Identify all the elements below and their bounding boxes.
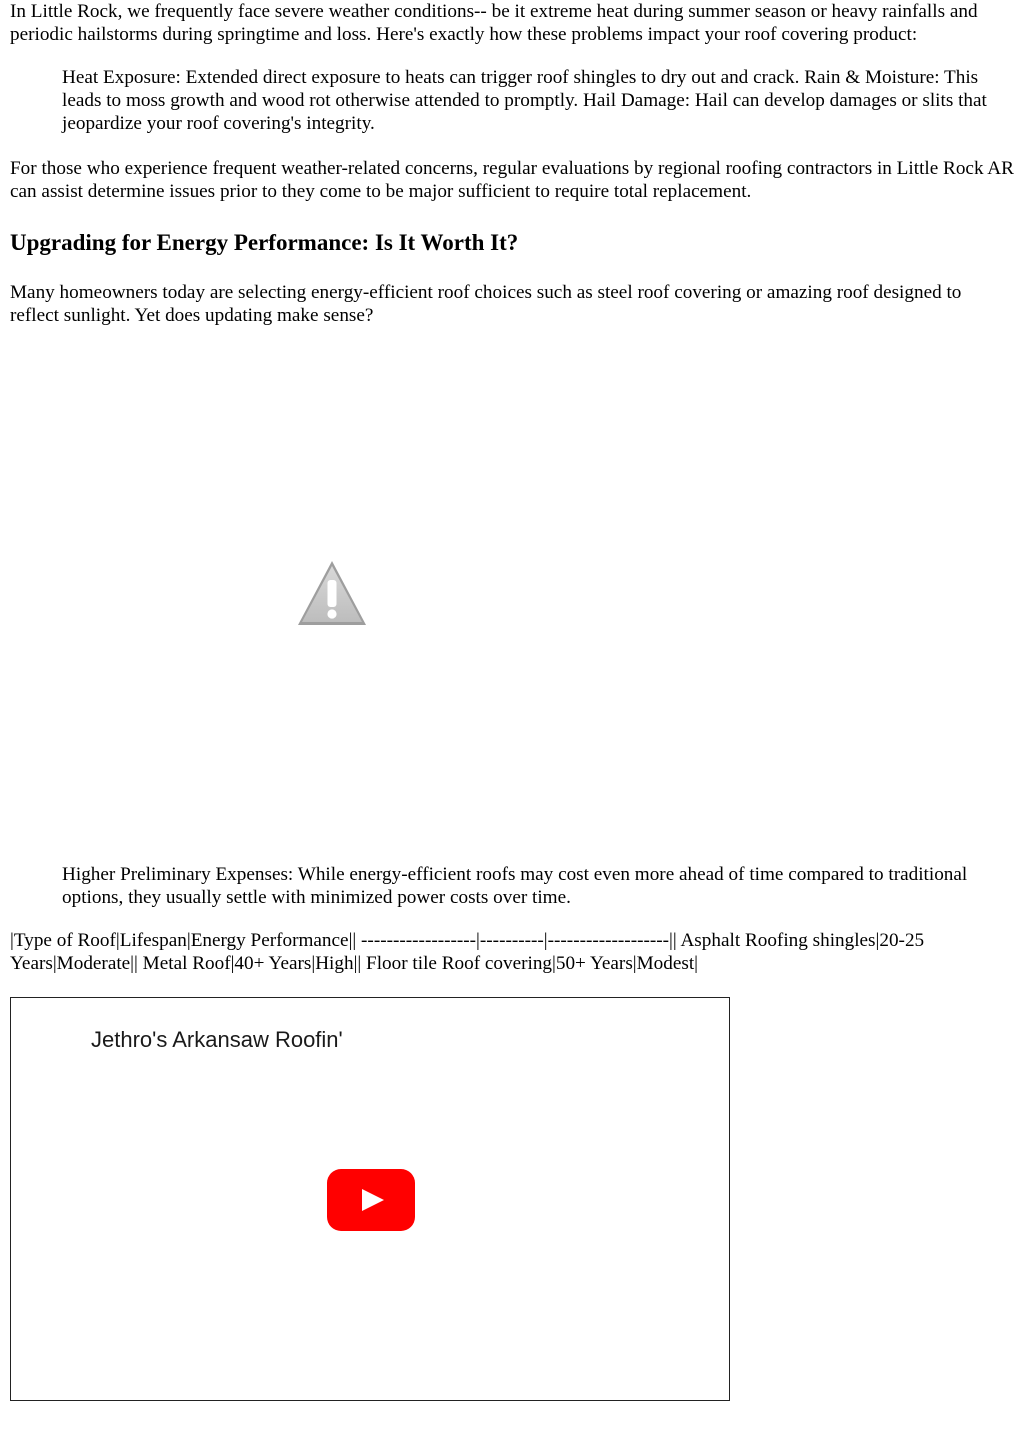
expenses-text: Higher Preliminary Expenses: While energy-efficient roofs may cost even more ahead of time compared to traditional options, they usually settle with minimized power costs over time.: [62, 864, 968, 908]
intro-paragraph: In Little Rock, we frequently face severe weather conditions-- be it extreme heat during summer season or heavy rainfalls and periodic hailstorms during springtime and loss. Here's exactly how these problems impact your roof covering product:: [10, 1, 978, 45]
upgrading-paragraph: Many homeowners today are selecting energy-efficient roof choices such as steel roof covering or amazing roof designed to reflect sunlight. Yet does updating make sense?: [10, 282, 962, 326]
youtube-play-icon[interactable]: [327, 1169, 415, 1231]
impacts-text: Heat Exposure: Extended direct exposure to heats can trigger roof shingles to dry out and crack. Rain & Moisture: This leads to moss growth and wood rot otherwise attended to promptly. Hail Damage: Hail can develop damages or slits that jeopardize your roof covering's integrity.: [62, 67, 987, 134]
impacts-blockquote: [62, 66, 1014, 135]
video-title[interactable]: Jethro's Arkansaw Roofin': [91, 1027, 343, 1052]
section-heading: Upgrading for Energy Performance: Is It Worth It?: [10, 230, 519, 255]
evaluation-paragraph: For those who experience frequent weather-related concerns, regular evaluations by regional roofing contractors in Little Rock AR can assist determine issues prior to they come to be major sufficient to require total replacement.: [10, 158, 1014, 202]
article: [10, 0, 1014, 1401]
expenses-blockquote: [62, 863, 974, 909]
article-image: [10, 339, 656, 849]
roof-comparison-table-text: |Type of Roof|Lifespan|Energy Performance|| ------------------|----------|-------------------|| Asphalt Roofing shingles|20-25 Years|Moderate|| Metal Roof|40+ Years|High|| Floor tile Roof covering|50+ Years|Modest|: [10, 930, 925, 974]
video-embed[interactable]: [10, 997, 730, 1401]
broken-image-warning-icon: [296, 558, 368, 628]
